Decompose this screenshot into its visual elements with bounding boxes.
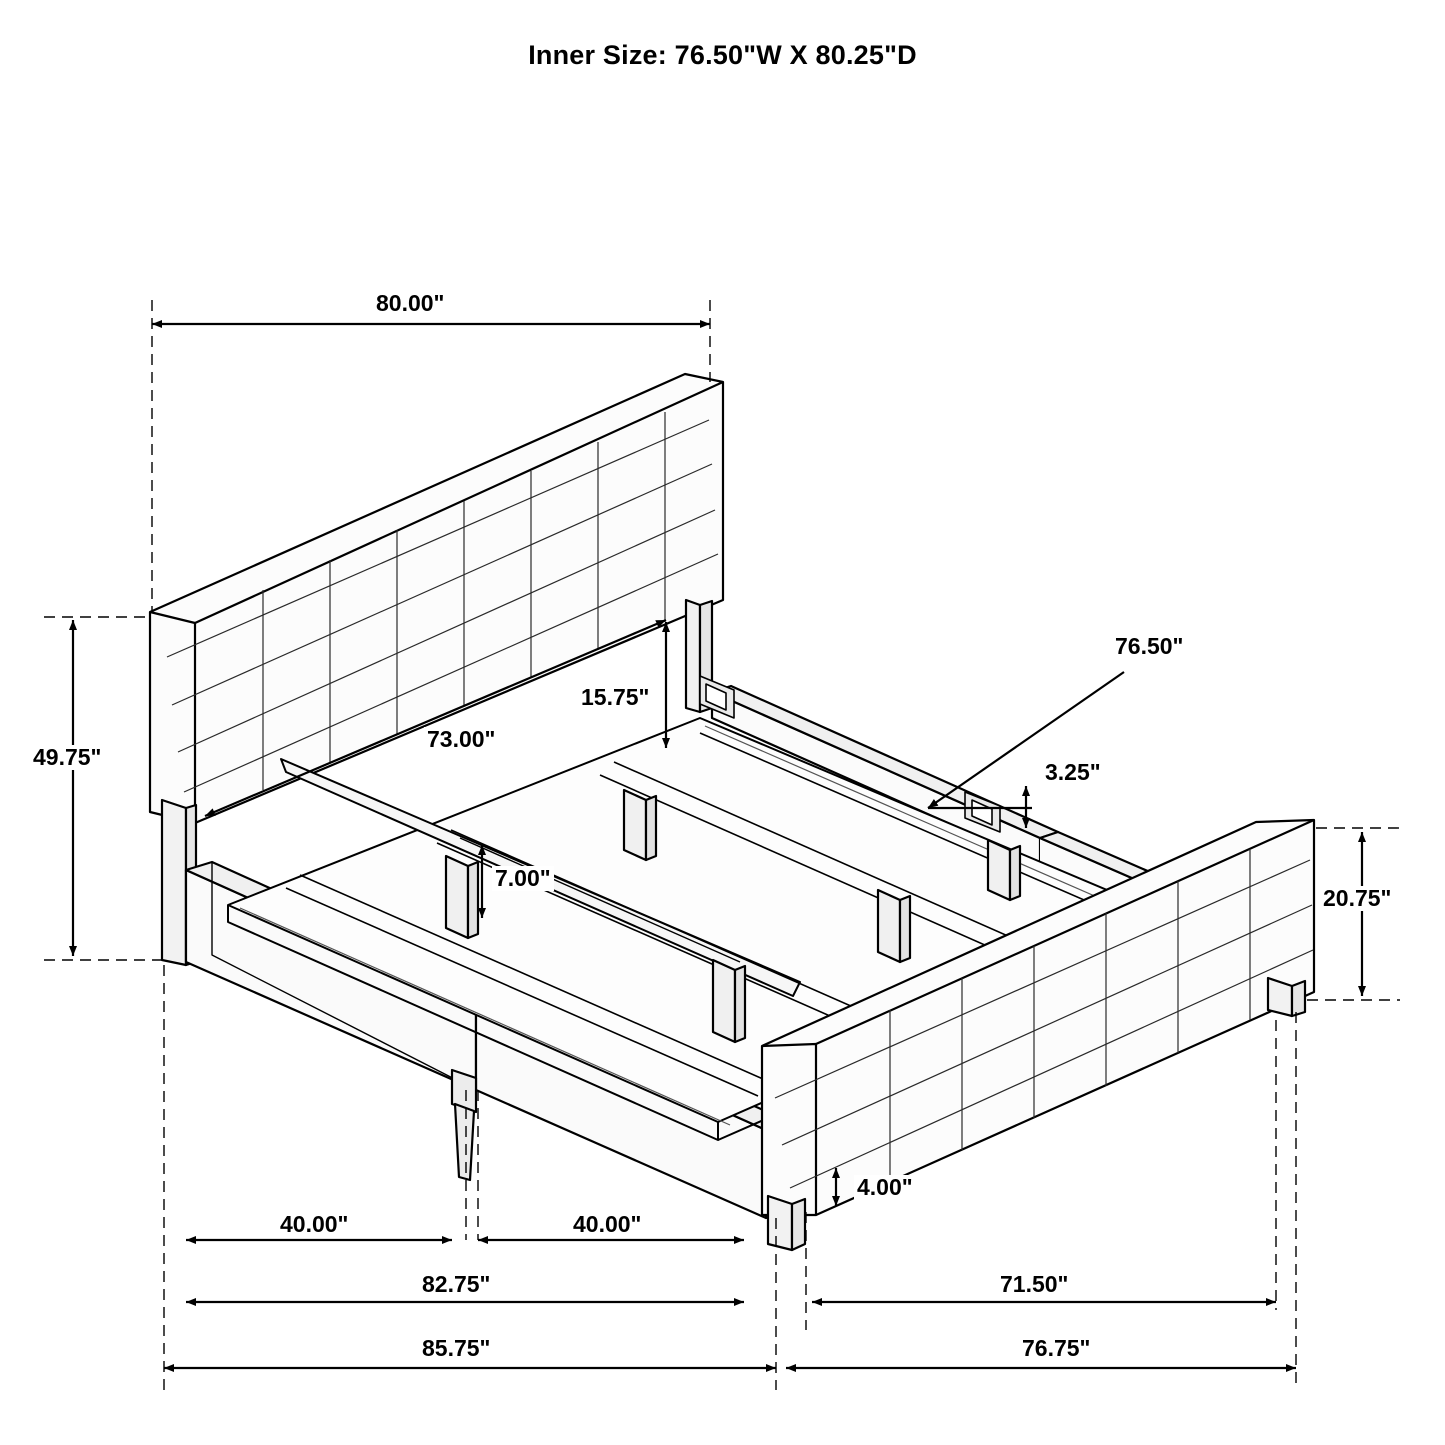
dim-label-footboard-height: 20.75": [1320, 886, 1394, 911]
dim-label-headboard-height: 49.75": [30, 745, 104, 770]
rail-center-leg: [452, 1070, 476, 1180]
dim-label-leg-span-left: 40.00": [277, 1212, 351, 1237]
dim-label-leg-span-right: 40.00": [570, 1212, 644, 1237]
bed-illustration: [150, 374, 1314, 1250]
dim-label-rail-to-floor: 7.00": [492, 866, 554, 891]
dim-label-mattress-support: 15.75": [578, 685, 652, 710]
dim-label-headboard-inner: 73.00": [424, 727, 498, 752]
dim-label-inner-width: 76.50": [1112, 634, 1186, 659]
dim-label-overall-width-top: 80.00": [373, 291, 447, 316]
dim-label-overall-length: 85.75": [419, 1336, 493, 1361]
dim-label-overall-depth: 76.75": [1019, 1336, 1093, 1361]
dim-label-footboard-clearance: 4.00": [854, 1175, 916, 1200]
dim-label-frame-length: 82.75": [419, 1272, 493, 1297]
dim-label-footboard-depth: 71.50": [997, 1272, 1071, 1297]
dim-label-slat-thickness: 3.25": [1042, 760, 1104, 785]
page-title: Inner Size: 76.50"W X 80.25"D: [528, 40, 917, 70]
